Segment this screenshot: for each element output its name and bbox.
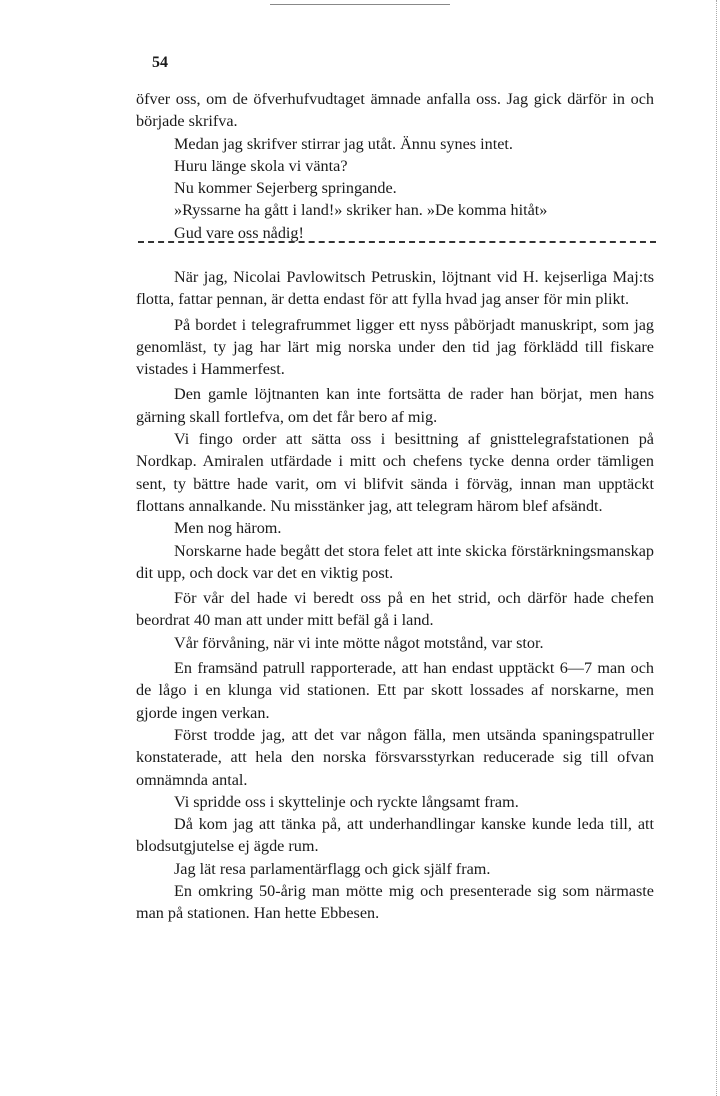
paragraph: Norskarne hade begått det stora felet att inte skicka förstärkningsmanskap dit upp, och dock var det en viktig post.: [136, 541, 654, 582]
paragraph: Vi spridde oss i skyttelinje och ryckte långsamt fram.: [174, 792, 519, 811]
paragraph: »Ryssarne ha gått i land!» skriker han. »De komma hitåt»: [174, 201, 548, 220]
top-edge-rule: [270, 4, 450, 5]
paragraph: Medan jag skrifver stirrar jag utåt. Ännu synes intet.: [174, 134, 513, 153]
paragraph: Huru länge skola vi vänta?: [174, 156, 348, 175]
page-edge: [716, 0, 717, 1096]
page-number: 54: [152, 54, 168, 71]
paragraph: Den gamle löjtnanten kan inte fortsätta de rader han börjat, men hans gärning skall fortlefva, om det får bero af mig.: [136, 385, 654, 426]
paragraph: Nu kommer Sejerberg springande.: [174, 179, 397, 198]
text-block-top: [136, 88, 654, 244]
paragraph: Jag lät resa parlamentärflagg och gick själf fram.: [174, 859, 491, 878]
paragraph: En framsänd patrull rapporterade, att han endast upptäckt 6—7 man och de lågo i en klunga vid stationen. Ett par skott lossades af norskarne, men gjorde ingen verkan.: [136, 659, 654, 722]
paragraph: En omkring 50-årig man mötte mig och presenterade sig som närmaste man på stationen. Han hette Ebbesen.: [136, 882, 654, 923]
paragraph: Men nog härom.: [174, 519, 282, 538]
paragraph: Gud vare oss nådig!: [174, 223, 304, 242]
paragraph: öfver oss, om de öfverhufvudtaget ämnade anfalla oss. Jag gick därför in och började skrifva.: [136, 90, 654, 131]
paragraph: Först trodde jag, att det var någon fälla, men utsända spaningspatruller konstaterade, att hela den norska försvarsstyrkan reducerade sig till ofvan omnämnda antal.: [136, 725, 654, 789]
text-block-main: [136, 266, 654, 925]
paragraph: Vi fingo order att sätta oss i besittning af gnisttelegrafstationen på Nordkap. Amiralen utfärdade i mitt och chefens tycke denna order tämligen sent, ty bättre hade varit, om vi blifvit sända i förväg, innan man upptäckt flottans annalkande. Nu misstänker jag, att telegram härom blef afsändt.: [136, 430, 654, 515]
paragraph: För vår del hade vi beredt oss på en het strid, och därför hade chefen beordrat 40 man att under mitt befäl gå i land.: [136, 589, 654, 630]
paragraph: När jag, Nicolai Pavlowitsch Petruskin, löjtnant vid H. kejserliga Maj:ts flotta, fattar pennan, är detta endast för att fylla hvad jag anser för min plikt.: [136, 268, 654, 309]
paragraph: Då kom jag att tänka på, att underhandlingar kanske kunde leda till, att blodsutgjutelse ej ägde rum.: [136, 815, 654, 856]
section-divider: [138, 241, 656, 245]
paragraph: På bordet i telegrafrummet ligger ett nyss påbörjadt manuskript, som jag genomläst, ty jag har lärt mig norska under den tid jag förklädd till fiskare vistades i Hammerfest.: [136, 315, 654, 379]
paragraph: Vår förvåning, när vi inte mötte något motstånd, var stor.: [174, 633, 544, 652]
